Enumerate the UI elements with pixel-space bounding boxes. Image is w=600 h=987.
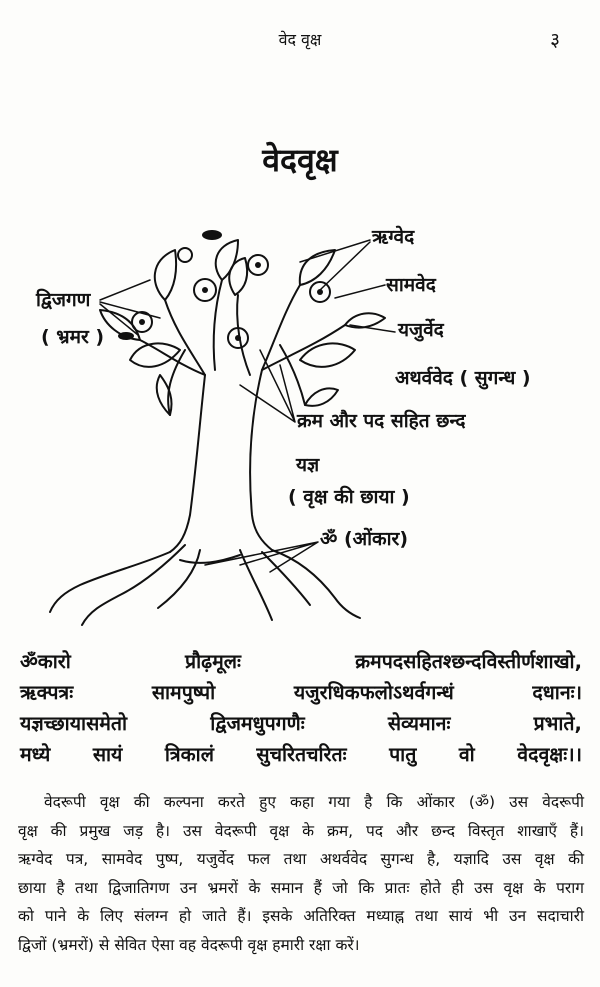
- label-om: ॐ (ओंकार): [320, 528, 409, 550]
- verse-word: सायं: [92, 743, 123, 766]
- tree-flower-centre: [255, 262, 261, 268]
- pointer-line: [240, 350, 295, 422]
- prose-line: ऋग्वेद पत्र, सामवेद पुष्प, यजुर्वेद फल तथा अथर्ववेद सुगन्ध है, यज्ञादि उस वृक्ष की: [18, 850, 584, 868]
- verse-word: द्विजमधुपगणैः: [210, 712, 305, 735]
- tree-root: [262, 552, 310, 605]
- prose-line: वेदरूपी वृक्ष की कल्पना करते हुए कहा गया है कि ओंकार (ॐ) उस वेदरूपी: [44, 793, 584, 811]
- running-header: [0, 24, 600, 54]
- verse-word: मध्ये: [20, 743, 51, 766]
- verse-word: ऋक्पत्रः: [20, 681, 74, 704]
- verse-line: [20, 739, 582, 770]
- verse-line: [20, 677, 582, 708]
- tree-root: [82, 545, 185, 625]
- chapter-title: वेदवृक्ष: [262, 141, 338, 179]
- label-atharvaveda: अथर्ववेद ( सुगन्ध ): [395, 367, 531, 389]
- tree-root: [158, 550, 200, 608]
- verse-word: ॐकारो: [20, 650, 71, 673]
- tree-flower-centre: [317, 289, 323, 295]
- verse-word: यजुरधिकफलोऽथर्वगन्धं: [293, 681, 454, 704]
- verse-word: वो: [458, 743, 475, 766]
- pointer-line: [205, 542, 318, 572]
- running-title: वेद वृक्ष: [278, 30, 322, 49]
- label-rigveda: ऋग्वेद: [372, 226, 415, 248]
- tree-leaf: [155, 250, 176, 300]
- page-number: ३: [550, 29, 560, 51]
- pointer-line: [300, 240, 370, 290]
- label-bhramar: ( भ्रमर ): [41, 326, 105, 348]
- tree-trunk-right: [250, 370, 272, 550]
- prose-line: वृक्ष की प्रमुख जड़ है। उस वेदरूपी वृक्ष के क्रम, पद और छन्द विस्तृत शाखाएँ हैं।: [18, 821, 584, 840]
- verse-word: सेव्यमानः: [387, 712, 451, 735]
- sanskrit-verse: [20, 646, 582, 770]
- label-samaveda: सामवेद: [386, 274, 436, 296]
- verse-line: [20, 646, 582, 677]
- verse-word: क्रमपदसहितश्छन्दविस्तीर्णशाखो,: [355, 650, 582, 673]
- label-krama-pada: क्रम और पद सहित छन्द: [297, 410, 466, 432]
- verse-word: दधानः।: [532, 681, 582, 704]
- tree-root: [50, 552, 170, 612]
- verse-word: वेदवृक्षः।।: [517, 743, 582, 766]
- verse-line: [20, 708, 582, 739]
- veda-tree-figure: [0, 200, 600, 650]
- tree-leaf: [229, 258, 247, 295]
- prose-line: छाया है तथा द्विजातिगण उन भ्रमरों के समान हैं जो कि प्रातः होते ही उस वृक्ष के पराग: [18, 878, 584, 897]
- prose-line: को पाने के लिए संलग्न हो जाते हैं। इसके अतिरिक्त मध्याह्न तथा सायं भी उन सदाचारी: [18, 907, 584, 925]
- tree-flower-centre: [202, 287, 208, 293]
- hindi-explanation: [18, 788, 584, 959]
- verse-word: सामपुष्पो: [151, 681, 216, 704]
- verse-word: प्रभाते,: [533, 712, 582, 735]
- label-yajurveda: यजुर्वेद: [398, 319, 444, 341]
- label-vriksh-chhaya: ( वृक्ष की छाया ): [288, 486, 410, 508]
- verse-word: सुचरितचरितः: [256, 743, 347, 766]
- tree-leaf: [216, 240, 238, 280]
- tree-flower-centre: [139, 319, 145, 325]
- label-dvijagan: द्विजगण: [36, 289, 91, 311]
- tree-leaf: [305, 388, 338, 405]
- tree-bough: [262, 285, 300, 370]
- tree-root: [272, 550, 360, 618]
- tree-leaf: [130, 343, 180, 366]
- tree-bough: [165, 300, 205, 375]
- verse-word: त्रिकालं: [164, 743, 214, 766]
- verse-word: प्रौढ़मूलः: [184, 650, 241, 673]
- bee-dvija: [118, 332, 134, 340]
- tree-flower: [178, 248, 192, 262]
- prose-line: द्विजों (भ्रमरों) से सेवित ऐसा वह वेदरूपी वृक्ष हमारी रक्षा करें।: [18, 935, 360, 954]
- pointer-line: [335, 285, 385, 298]
- label-yajna: यज्ञ: [296, 454, 320, 476]
- verse-word: यज्ञच्छायासमेतो: [20, 712, 128, 735]
- bee-dvija: [202, 230, 222, 240]
- tree-flower-centre: [235, 335, 241, 341]
- tree-trunk-left: [170, 375, 205, 552]
- verse-word: पातु: [389, 743, 417, 766]
